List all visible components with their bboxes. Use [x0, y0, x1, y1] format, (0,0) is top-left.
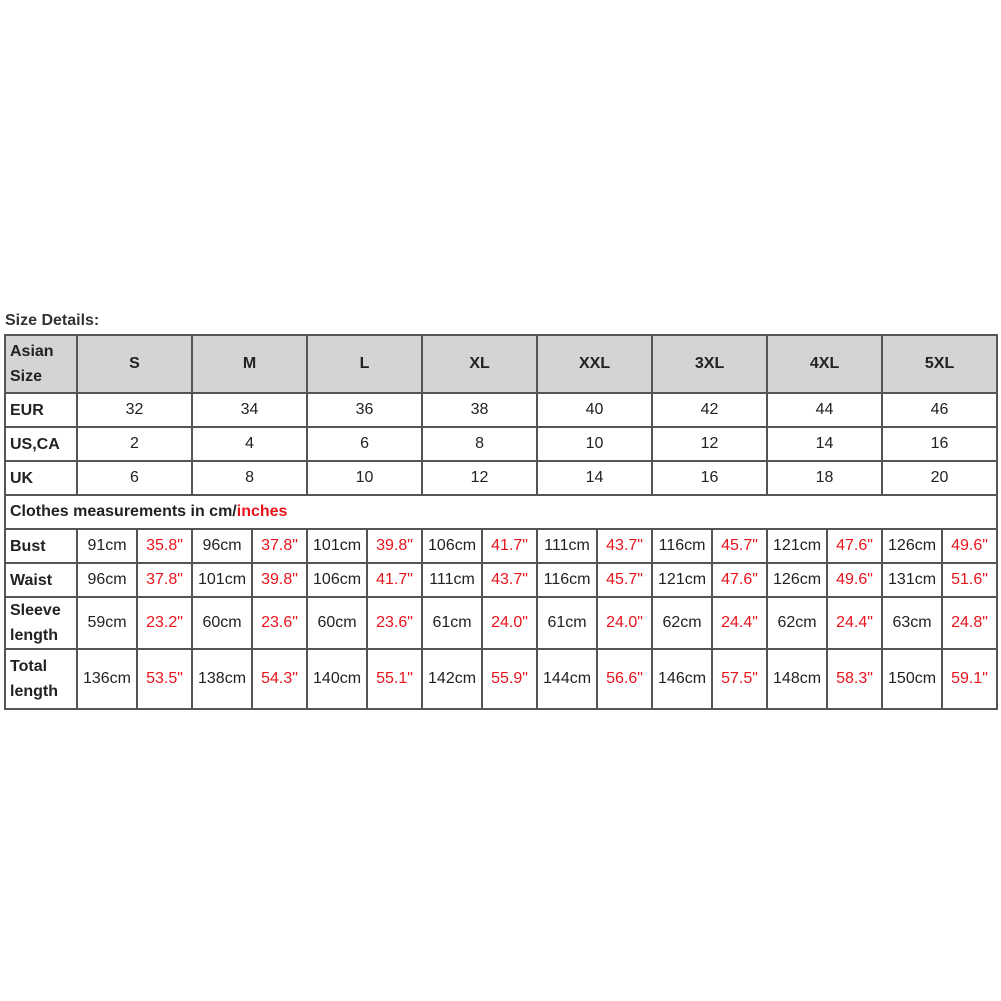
inch-cell: 57.5": [712, 649, 767, 709]
inch-cell: 39.8": [252, 563, 307, 597]
cm-cell: 106cm: [422, 529, 482, 563]
size-cell: XL: [422, 335, 537, 393]
size-chart-body: [5, 335, 997, 709]
inch-cell: 45.7": [597, 563, 652, 597]
page-title: Size Details:: [5, 312, 100, 329]
size-chart-table: [4, 334, 998, 710]
conversion-row: [5, 461, 997, 495]
inch-cell: 37.8": [252, 529, 307, 563]
cm-cell: 63cm: [882, 597, 942, 649]
conversion-cell: 18: [767, 461, 882, 495]
cm-cell: 62cm: [767, 597, 827, 649]
measurement-row: [5, 529, 997, 563]
inch-cell: 53.5": [137, 649, 192, 709]
row-label: Waist: [5, 563, 77, 597]
inch-cell: 24.4": [827, 597, 882, 649]
conversion-cell: 8: [422, 427, 537, 461]
conversion-cell: 10: [537, 427, 652, 461]
size-cell: 5XL: [882, 335, 997, 393]
cm-cell: 142cm: [422, 649, 482, 709]
size-cell: L: [307, 335, 422, 393]
cm-cell: 126cm: [882, 529, 942, 563]
inch-cell: 23.2": [137, 597, 192, 649]
section-header-row: [5, 495, 997, 529]
cm-cell: 116cm: [652, 529, 712, 563]
measurement-row: [5, 597, 997, 649]
inch-cell: 41.7": [367, 563, 422, 597]
inch-cell: 56.6": [597, 649, 652, 709]
inch-cell: 39.8": [367, 529, 422, 563]
cm-cell: 91cm: [77, 529, 137, 563]
cm-cell: 140cm: [307, 649, 367, 709]
measurement-row: [5, 649, 997, 709]
inch-cell: 24.8": [942, 597, 997, 649]
inch-cell: 45.7": [712, 529, 767, 563]
cm-cell: 138cm: [192, 649, 252, 709]
header-label-cell: Asian Size: [5, 335, 77, 393]
measurement-row: [5, 563, 997, 597]
cm-cell: 111cm: [422, 563, 482, 597]
inch-cell: 24.0": [597, 597, 652, 649]
inch-cell: 55.1": [367, 649, 422, 709]
conversion-cell: 16: [652, 461, 767, 495]
inch-cell: 43.7": [597, 529, 652, 563]
inch-cell: 47.6": [712, 563, 767, 597]
inch-cell: 54.3": [252, 649, 307, 709]
inch-cell: 59.1": [942, 649, 997, 709]
inch-cell: 24.0": [482, 597, 537, 649]
cm-cell: 121cm: [652, 563, 712, 597]
size-cell: 3XL: [652, 335, 767, 393]
row-label: UK: [5, 461, 77, 495]
row-label: EUR: [5, 393, 77, 427]
conversion-cell: 44: [767, 393, 882, 427]
section-header: [5, 495, 997, 529]
conversion-cell: 40: [537, 393, 652, 427]
conversion-cell: 12: [422, 461, 537, 495]
cm-cell: 148cm: [767, 649, 827, 709]
size-cell: S: [77, 335, 192, 393]
conversion-cell: 14: [537, 461, 652, 495]
row-label: Sleeve length: [5, 597, 77, 649]
conversion-cell: 12: [652, 427, 767, 461]
cm-cell: 121cm: [767, 529, 827, 563]
inch-cell: 35.8": [137, 529, 192, 563]
conversion-cell: 32: [77, 393, 192, 427]
conversion-cell: 8: [192, 461, 307, 495]
cm-cell: 106cm: [307, 563, 367, 597]
cm-cell: 61cm: [537, 597, 597, 649]
cm-cell: 101cm: [192, 563, 252, 597]
conversion-cell: 14: [767, 427, 882, 461]
cm-cell: 101cm: [307, 529, 367, 563]
size-cell: 4XL: [767, 335, 882, 393]
cm-cell: 62cm: [652, 597, 712, 649]
cm-cell: 116cm: [537, 563, 597, 597]
conversion-cell: 10: [307, 461, 422, 495]
cm-cell: 126cm: [767, 563, 827, 597]
size-details: [4, 308, 997, 710]
cm-cell: 111cm: [537, 529, 597, 563]
conversion-cell: 46: [882, 393, 997, 427]
cm-cell: 144cm: [537, 649, 597, 709]
conversion-cell: 42: [652, 393, 767, 427]
cm-cell: 150cm: [882, 649, 942, 709]
conversion-cell: 2: [77, 427, 192, 461]
cm-cell: 60cm: [307, 597, 367, 649]
cm-cell: 59cm: [77, 597, 137, 649]
inch-cell: 37.8": [137, 563, 192, 597]
conversion-cell: 16: [882, 427, 997, 461]
inch-cell: 49.6": [827, 563, 882, 597]
conversion-cell: 4: [192, 427, 307, 461]
inch-cell: 41.7": [482, 529, 537, 563]
cm-cell: 61cm: [422, 597, 482, 649]
cm-cell: 131cm: [882, 563, 942, 597]
cm-cell: 146cm: [652, 649, 712, 709]
size-header-row: [5, 335, 997, 393]
section-header-prefix: Clothes measurements in cm/: [10, 503, 237, 520]
conversion-cell: 36: [307, 393, 422, 427]
conversion-cell: 6: [77, 461, 192, 495]
inch-cell: 43.7": [482, 563, 537, 597]
row-label: Total length: [5, 649, 77, 709]
section-header-unit: inches: [236, 503, 288, 520]
conversion-cell: 34: [192, 393, 307, 427]
conversion-row: [5, 427, 997, 461]
size-cell: XXL: [537, 335, 652, 393]
cm-cell: 60cm: [192, 597, 252, 649]
inch-cell: 55.9": [482, 649, 537, 709]
inch-cell: 24.4": [712, 597, 767, 649]
cm-cell: 96cm: [77, 563, 137, 597]
size-cell: M: [192, 335, 307, 393]
row-label: Bust: [5, 529, 77, 563]
conversion-row: [5, 393, 997, 427]
inch-cell: 47.6": [827, 529, 882, 563]
conversion-cell: 6: [307, 427, 422, 461]
cm-cell: 136cm: [77, 649, 137, 709]
row-label: US,CA: [5, 427, 77, 461]
inch-cell: 49.6": [942, 529, 997, 563]
inch-cell: 23.6": [252, 597, 307, 649]
inch-cell: 23.6": [367, 597, 422, 649]
conversion-cell: 38: [422, 393, 537, 427]
cm-cell: 96cm: [192, 529, 252, 563]
conversion-cell: 20: [882, 461, 997, 495]
inch-cell: 51.6": [942, 563, 997, 597]
inch-cell: 58.3": [827, 649, 882, 709]
